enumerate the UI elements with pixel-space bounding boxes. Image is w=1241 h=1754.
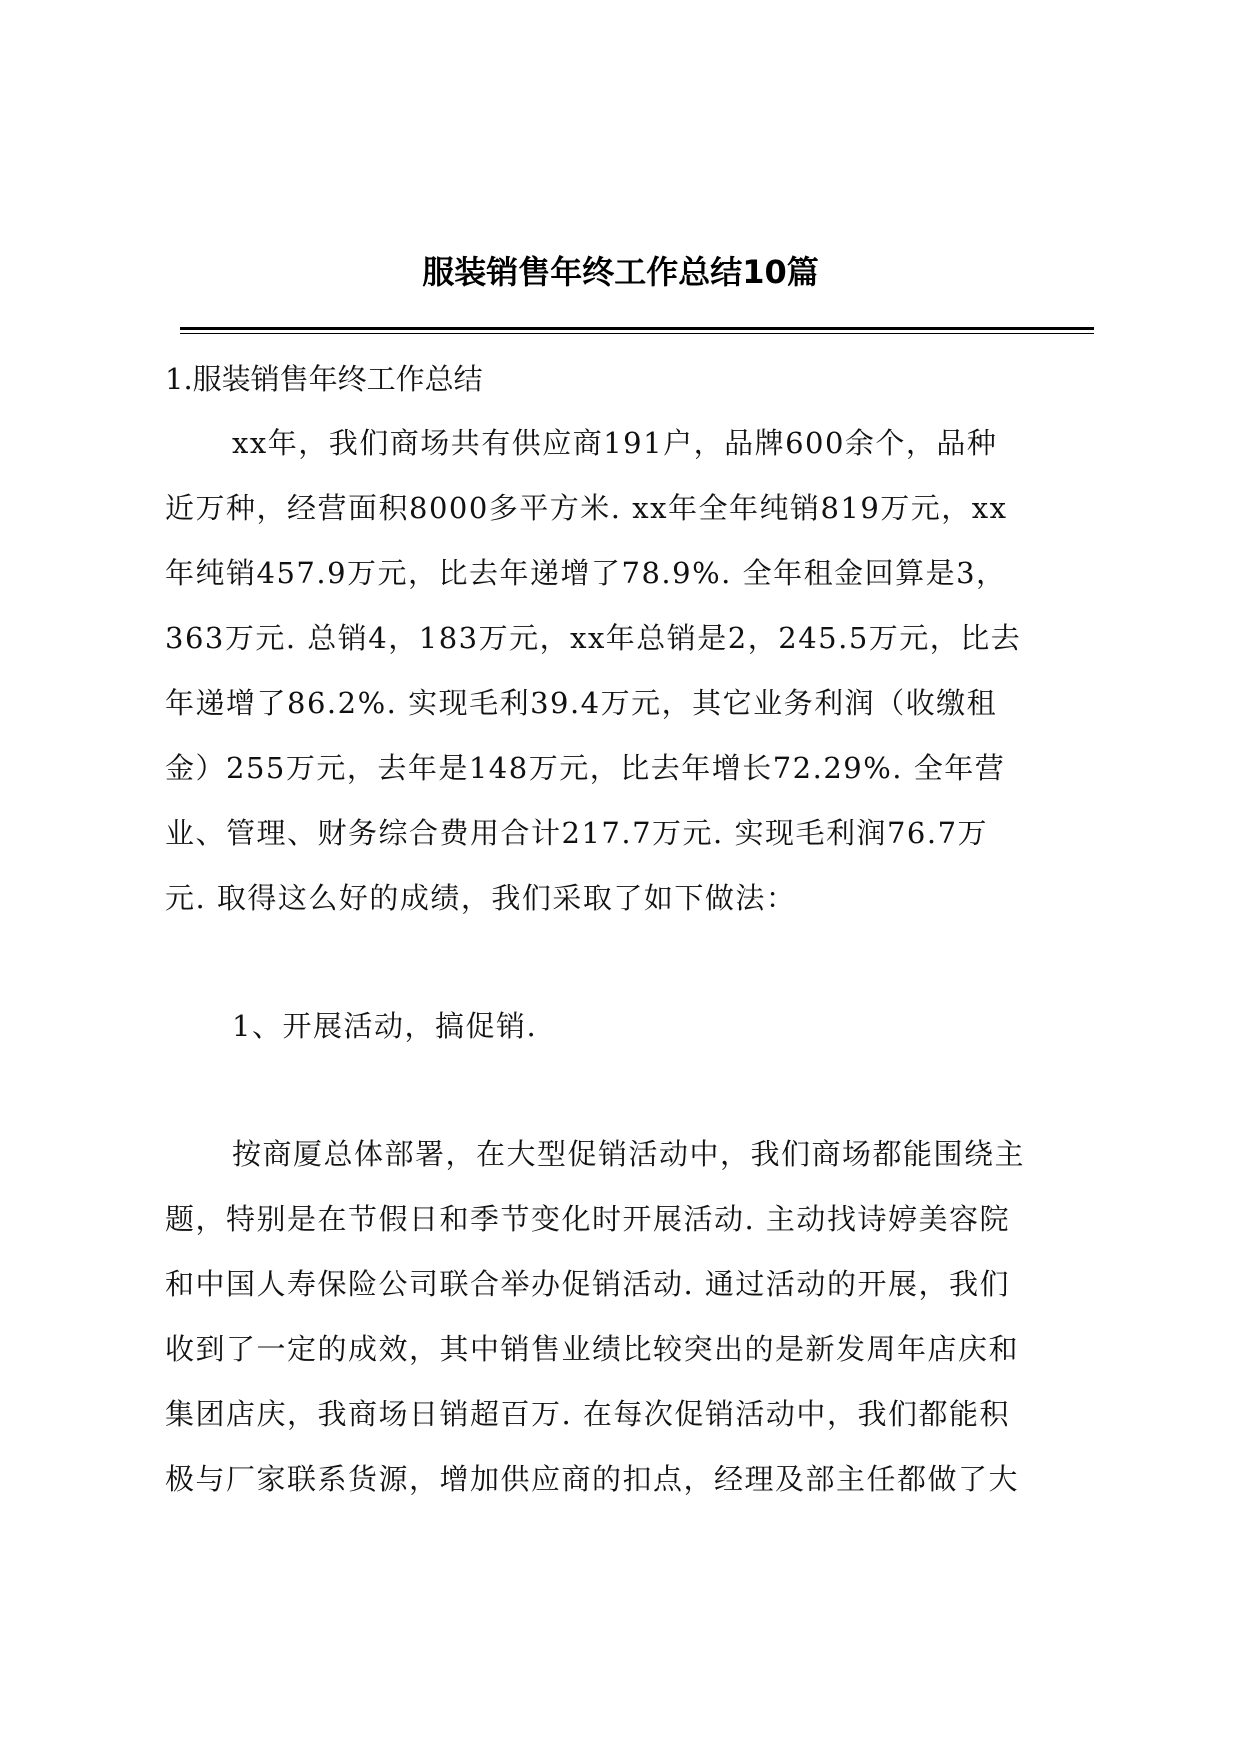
paragraph-line: 极与厂家联系货源，增加供应商的扣点，经理及部主任都做了大 — [165, 1462, 1020, 1496]
paragraph-line: 金）255万元，去年是148万元，比去年增长72.29%. 全年营 — [165, 751, 1006, 785]
section-heading: 1.服装销售年终工作总结 — [165, 362, 483, 396]
paragraph-line: 363万元. 总销4，183万元，xx年总销是2，245.5万元，比去 — [165, 621, 1022, 655]
paragraph-line: 收到了一定的成效，其中销售业绩比较突出的是新发周年店庆和 — [165, 1332, 1020, 1366]
paragraph-line: 年递增了86.2%. 实现毛利39.4万元，其它业务利润（收缴租 — [165, 686, 998, 720]
title-divider-thick — [180, 327, 1094, 330]
subheading: 1、开展活动，搞促销. — [232, 1009, 538, 1043]
paragraph-line: 年纯销457.9万元，比去年递增了78.9%. 全年租金回算是3， — [165, 556, 1007, 590]
paragraph-line: 近万种，经营面积8000多平方米. xx年全年纯销819万元，xx — [165, 491, 1008, 525]
paragraph-line: 题，特别是在节假日和季节变化时开展活动. 主动找诗婷美容院 — [165, 1202, 1010, 1236]
paragraph-line: 元. 取得这么好的成绩，我们采取了如下做法： — [165, 881, 797, 915]
paragraph-line: 按商厦总体部署，在大型促销活动中，我们商场都能围绕主 — [232, 1137, 1026, 1171]
title-divider-thin — [180, 333, 1094, 334]
paragraph-line: 业、管理、财务综合费用合计217.7万元. 实现毛利润76.7万 — [165, 816, 989, 850]
document-title: 服装销售年终工作总结10篇 — [422, 253, 819, 291]
paragraph-line: 和中国人寿保险公司联合举办促销活动. 通过活动的开展，我们 — [165, 1267, 1010, 1301]
paragraph-line: 集团店庆，我商场日销超百万. 在每次促销活动中，我们都能积 — [165, 1397, 1010, 1431]
paragraph-line: xx年，我们商场共有供应商191户，品牌600余个，品种 — [232, 426, 998, 460]
